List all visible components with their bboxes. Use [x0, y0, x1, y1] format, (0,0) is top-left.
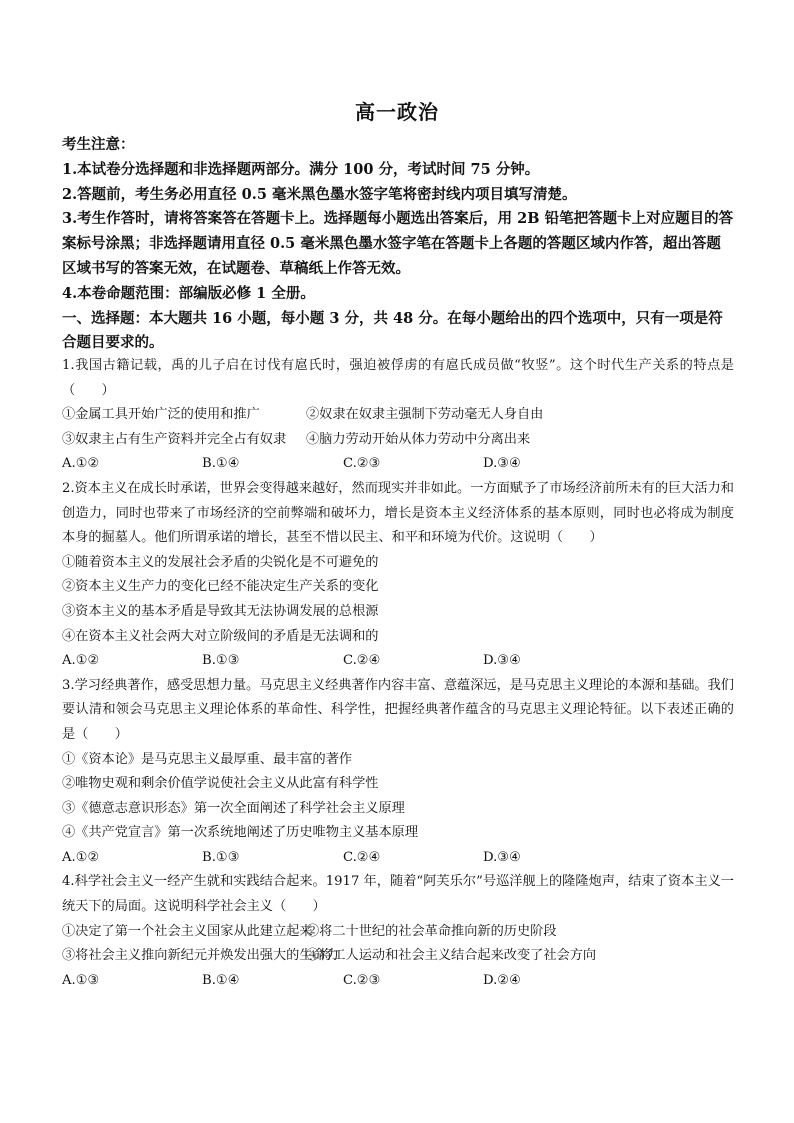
answer-choice: B.①③: [202, 849, 240, 865]
page-title: 高一政治: [355, 100, 439, 124]
answer-choice: D.③④: [483, 653, 521, 669]
statement-options: [62, 748, 734, 846]
answer-choice: B.①④: [202, 456, 240, 472]
answer-choice: B.①③: [202, 653, 240, 669]
question-1: [62, 354, 734, 477]
statement-option: ④在资本主义社会两大对立阶级间的矛盾是无法调和的: [62, 628, 379, 644]
statement-options: [62, 403, 734, 452]
statement-option: ②唯物史观和剩余价值学说使社会主义从此富有科学性: [62, 776, 379, 792]
answer-choice: A.①②: [62, 456, 100, 472]
statement-option: ②将二十世纪的社会革命推向新的历史阶段: [306, 923, 557, 939]
answer-choice: C.②④: [343, 653, 381, 669]
question-list: [62, 354, 734, 993]
statement-option: ②奴隶在奴隶主强制下劳动毫无人身自由: [306, 407, 544, 423]
question-stem: 2.资本主义在成长时承诺，世界会变得越来越好，然而现实并非如此。一方面赋予了市场经济前所未有的巨大活力和创造力，同时也带来了市场经济的空前弊端和破坏力，增长是资本主义经济体系的基本原则，同时也必将成为制度本身的掘墓人。他们所谓承诺的增长，甚至不惜以民主、和平和环境为代价。这说明（ ）: [62, 480, 734, 546]
answer-choice: A.①②: [62, 849, 100, 865]
statement-option: ④《共产党宣言》第一次系统地阐述了历史唯物主义基本原理: [62, 825, 419, 841]
statement-option: ④脑力劳动开始从体力劳动中分离出来: [306, 431, 531, 447]
statement-option: ①决定了第一个社会主义国家从此建立起来: [62, 923, 313, 939]
notice-item: 1.本试卷分选择题和非选择题两部分。满分 100 分，考试时间 75 分钟。: [62, 160, 540, 178]
section-heading: 一、选择题：本大题共 16 小题，每小题 3 分，共 48 分。在每小题给出的四个选项中，只有一项是符合题目要求的。: [62, 309, 723, 352]
answer-choices: [62, 649, 734, 674]
question-stem: 4.科学社会主义一经产生就和实践结合起来。1917 年，随着“阿芙乐尔”号巡洋舰上的隆隆炮声，结束了资本主义一统天下的局面。这说明科学社会主义（ ）: [62, 874, 734, 915]
statement-option: ③将社会主义推向新纪元并焕发出强大的生命力: [62, 948, 339, 964]
answer-choice: C.②③: [343, 456, 381, 472]
answer-choice: D.②④: [483, 972, 521, 988]
notice-block: [62, 133, 734, 356]
statement-option: ①随着资本主义的发展社会矛盾的尖锐化是不可避免的: [62, 554, 379, 570]
question-stem: 3.学习经典著作，感受思想力量。马克思主义经典著作内容丰富、意蕴深远，是马克思主义理论的本源和基础。我们要认清和领会马克思主义理论体系的革命性、科学性，把握经典著作蕴含的马克思主义理论特征。以下表述正确的是（ ）: [62, 677, 734, 742]
notice-item: 4.本卷命题范围：部编版必修 1 全册。: [62, 284, 315, 302]
statement-option: ④将工人运动和社会主义结合起来改变了社会方向: [306, 948, 597, 964]
answer-choice: D.③④: [483, 849, 521, 865]
statement-option: ③《德意志意识形态》第一次全面阐述了科学社会主义原理: [62, 800, 405, 816]
question-3: [62, 674, 734, 871]
answer-choices: [62, 846, 734, 871]
notice-item: 2.答题前，考生务必用直径 0.5 毫米黑色墨水签字笔将密封线内项目填写清楚。: [62, 185, 577, 203]
notice-heading: 考生注意：: [62, 136, 135, 153]
statement-options: [62, 551, 734, 649]
statement-option: ③奴隶主占有生产资料并完全占有奴隶: [62, 431, 287, 447]
answer-choices: [62, 969, 734, 994]
answer-choice: C.②④: [343, 849, 381, 865]
answer-choice: B.①④: [202, 972, 240, 988]
statement-option: ②资本主义生产力的变化已经不能决定生产关系的变化: [62, 579, 379, 595]
answer-choices: [62, 452, 734, 477]
answer-choice: D.③④: [483, 456, 521, 472]
statement-option: ③资本主义的基本矛盾是导致其无法协调发展的总根源: [62, 603, 379, 619]
question-4: [62, 870, 734, 993]
answer-choice: C.②③: [343, 972, 381, 988]
answer-choice: A.①③: [62, 972, 100, 988]
answer-choice: A.①②: [62, 653, 100, 669]
question-2: [62, 477, 734, 674]
notice-item: 3.考生作答时，请将答案答在答题卡上。选择题每小题选出答案后，用 2B 铅笔把答题卡上对应题目的答案标号涂黑；非选择题请用直径 0.5 毫米黑色墨水签字笔在答题卡上各题的答题区域内作答，超出答题区域书写的答案无效，在试题卷、草稿纸上作答无效。: [62, 210, 734, 277]
statement-options: [62, 920, 734, 969]
statement-option: ①《资本论》是马克思主义最厚重、最丰富的著作: [62, 751, 353, 767]
question-stem: 1.我国古籍记载，禹的儿子启在讨伐有扈氏时，强迫被俘虏的有扈氏成员做“牧竖”。这个时代生产关系的特点是（ ）: [62, 358, 734, 398]
statement-option: ①金属工具开始广泛的使用和推广: [62, 407, 260, 423]
